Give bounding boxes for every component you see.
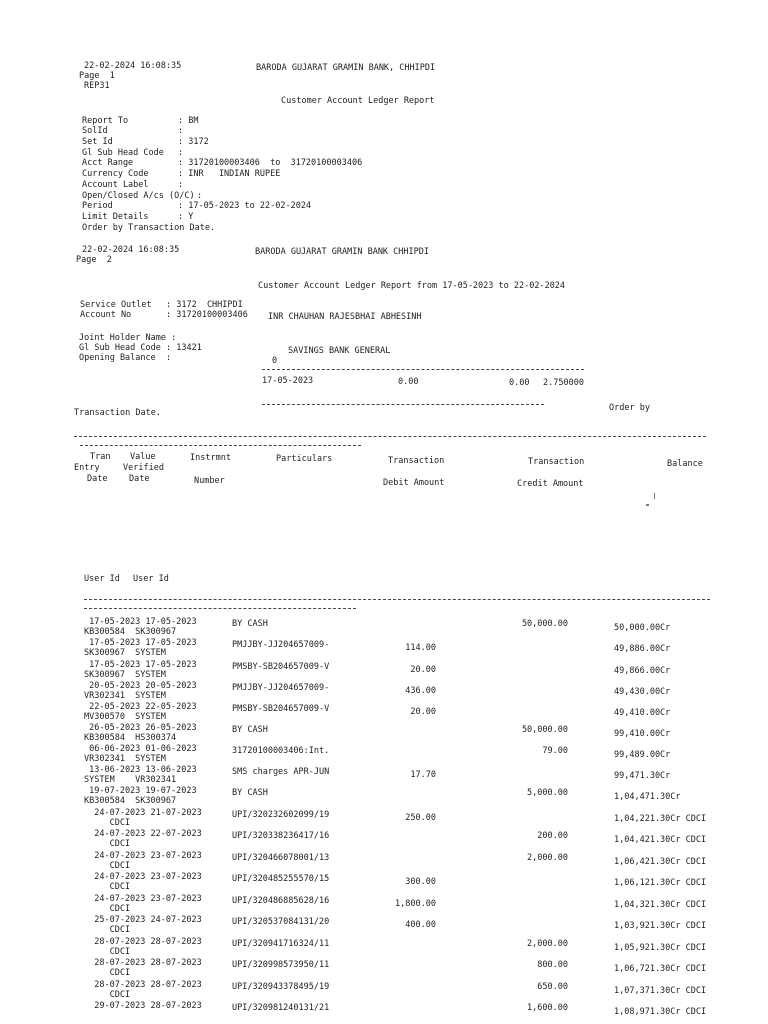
param-label: Limit Details (82, 212, 149, 222)
opening-balance-label: Opening Balance : (79, 353, 172, 363)
user-ids: CDCI (84, 882, 131, 892)
particulars: PMSBY-SB204657009-V (232, 704, 330, 714)
user-ids: CDCI (84, 947, 131, 957)
col-credit-1: Transaction (528, 457, 585, 467)
col-debit-1: Transaction (388, 456, 445, 466)
param-label: Acct Range (82, 158, 134, 168)
joint-holder-label: Joint Holder Name : (79, 333, 177, 343)
user-ids: SK300967 SYSTEM (84, 670, 166, 680)
opening-date: 17-05-2023 (262, 376, 314, 386)
entry-dates: 20-05-2023 20-05-2023 (84, 681, 197, 691)
balance: 99,471.30Cr (614, 771, 671, 781)
col-tran: Tran (90, 452, 111, 462)
col-verified: Verified (123, 463, 164, 473)
credit-amount: 200.00 (537, 831, 568, 841)
balance: 1,06,721.30Cr CDCI (614, 964, 707, 974)
particulars: BY CASH (232, 725, 268, 735)
param-label: Report To (82, 116, 129, 126)
divider (262, 404, 544, 405)
col-user-id: User Id (84, 574, 120, 584)
user-ids: SK300967 SYSTEM (84, 648, 166, 658)
entry-dates: 24-07-2023 21-07-2023 (84, 808, 202, 818)
report-datetime: 22-02-2024 16:08:35 (84, 61, 182, 71)
credit-amount: 800.00 (537, 960, 568, 970)
particulars: UPI/320981240131/21 (232, 1003, 330, 1013)
gl-sub-head-code: Gl Sub Head Code : 13421 (79, 343, 202, 353)
particulars: UPI/320941716324/11 (232, 939, 330, 949)
entry-dates: 24-07-2023 23-07-2023 (84, 872, 202, 882)
account-holder: INR CHAUHAN RAJESBHAI ABHESINH (268, 312, 422, 322)
entry-dates: 28-07-2023 28-07-2023 (84, 980, 202, 990)
entry-dates: 24-07-2023 22-07-2023 (84, 829, 202, 839)
user-ids: CDCI (84, 904, 131, 914)
particulars: 31720100003406:Int. (232, 746, 330, 756)
account-no-value: : 31720100003406 (166, 310, 248, 320)
col-instrument-number: Number (194, 476, 225, 486)
balance: 1,04,221.30Cr CDCI (614, 814, 707, 824)
param-value: : 31720100003406 to 31720100003406 (178, 158, 363, 168)
entry-dates: 17-05-2023 17-05-2023 (84, 617, 197, 627)
param-label: Currency Code (82, 169, 149, 179)
col-instrument: Instrmnt (190, 453, 231, 463)
balance: 1,05,921.30Cr CDCI (614, 943, 707, 953)
credit-amount: 5,000.00 (527, 788, 568, 798)
user-ids: VR302341 SYSTEM (84, 691, 166, 701)
user-ids: CDCI (84, 968, 131, 978)
debit-amount: 20.00 (410, 707, 436, 717)
param-value: : BM (178, 116, 199, 126)
scan-speck (654, 493, 655, 499)
balance: 49,866.00Cr (614, 666, 671, 676)
particulars: UPI/320232602099/19 (232, 810, 330, 820)
param-label: Account Label (82, 180, 149, 190)
param-value: : (197, 191, 203, 201)
opening-rate: 2.750000 (543, 378, 584, 388)
credit-amount: 1,600.00 (527, 1003, 568, 1013)
bank-name-page2: BARODA GUJARAT GRAMIN BANK CHHIPDI (255, 247, 429, 257)
credit-amount: 50,000.00 (521, 619, 568, 629)
page-number-page2: Page 2 (76, 255, 112, 265)
particulars: BY CASH (232, 788, 268, 798)
credit-amount: 2,000.00 (527, 853, 568, 863)
user-ids: KB300584 SK300967 (84, 627, 177, 637)
balance: 1,08,971.30Cr CDCI (614, 1007, 707, 1017)
col-credit-2: Credit Amount (517, 479, 584, 489)
particulars: UPI/320537084131/20 (232, 917, 330, 927)
user-ids: CDCI (84, 925, 131, 935)
param-value: : INR INDIAN RUPEE (178, 169, 281, 179)
balance: 49,430.00Cr (614, 687, 671, 697)
entry-dates: 28-07-2023 28-07-2023 (84, 937, 202, 947)
particulars: UPI/320998573950/11 (232, 960, 330, 970)
param-value: : Y (178, 212, 194, 222)
param-label: SolId (82, 126, 108, 136)
entry-dates: 06-06-2023 01-06-2023 (84, 744, 197, 754)
param-value: : (178, 126, 184, 136)
divider (74, 436, 706, 437)
particulars: UPI/320486885628/16 (232, 896, 330, 906)
entry-dates: 13-06-2023 13-06-2023 (84, 765, 197, 775)
param-label: Period (82, 201, 113, 211)
user-ids: CDCI (84, 990, 131, 1000)
divider (84, 599, 710, 600)
particulars: UPI/320466078001/13 (232, 853, 330, 863)
param-label: Order by Transaction Date. (82, 223, 216, 233)
user-ids: CDCI (84, 818, 131, 828)
param-label: Set Id (82, 137, 113, 147)
report-title-page2: Customer Account Ledger Report from 17-05-2023 to 22-02-2024 (258, 281, 566, 291)
balance: 99,410.00Cr (614, 729, 671, 739)
debit-amount: 1,800.00 (395, 899, 436, 909)
order-by: Order by (609, 403, 650, 413)
entry-dates: 19-07-2023 19-07-2023 (84, 786, 197, 796)
balance: 1,04,321.30Cr CDCI (614, 900, 707, 910)
entry-dates: 29-07-2023 28-07-2023 (84, 1001, 202, 1011)
report-title: Customer Account Ledger Report (281, 96, 435, 106)
balance: 1,04,471.30Cr (614, 792, 681, 802)
entry-dates: 17-05-2023 17-05-2023 (84, 638, 197, 648)
user-ids: MV300570 SYSTEM (84, 712, 166, 722)
balance: 50,000.00Cr (614, 623, 671, 633)
divider (80, 445, 361, 446)
user-ids: SYSTEM VR302341 (84, 775, 177, 785)
report-code: REP31 (84, 81, 110, 91)
balance: 1,04,421.30Cr CDCI (614, 835, 707, 845)
param-value: : 3172 (178, 137, 209, 147)
divider (262, 369, 584, 370)
col-entry: Entry (74, 463, 100, 473)
entry-dates: 25-07-2023 24-07-2023 (84, 915, 202, 925)
credit-amount: 2,000.00 (527, 939, 568, 949)
opening-debit: 0.00 (398, 377, 419, 387)
service-outlet-label: Service Outlet (80, 300, 152, 310)
param-value: : 17-05-2023 to 22-02-2024 (178, 201, 312, 211)
balance: 49,886.00Cr (614, 644, 671, 654)
particulars: UPI/320338236417/16 (232, 831, 330, 841)
bank-name: BARODA GUJARAT GRAMIN BANK, CHHIPDI (256, 63, 436, 73)
credit-amount: 650.00 (537, 982, 568, 992)
col-particulars: Particulars (276, 454, 333, 464)
scan-speck (646, 504, 649, 506)
debit-amount: 400.00 (405, 920, 436, 930)
user-ids: CDCI (84, 861, 131, 871)
entry-dates: 22-05-2023 22-05-2023 (84, 702, 197, 712)
account-no-label: Account No (80, 310, 132, 320)
opening-credit: 0.00 (509, 378, 530, 388)
entry-dates: 24-07-2023 23-07-2023 (84, 894, 202, 904)
debit-amount: 17.70 (410, 770, 436, 780)
debit-amount: 436.00 (405, 686, 436, 696)
param-value: : (178, 180, 184, 190)
divider (84, 608, 356, 609)
particulars: UPI/320943378495/19 (232, 982, 330, 992)
col-tran-date: Date (87, 474, 108, 484)
user-ids: KB300584 SK300967 (84, 796, 177, 806)
balance: 1,06,421.30Cr CDCI (614, 857, 707, 867)
particulars: SMS charges APR-JUN (232, 767, 330, 777)
transaction-date-label: Transaction Date. (74, 408, 161, 418)
user-ids: VR302341 SYSTEM (84, 754, 166, 764)
opening-balance-value: 0 (272, 356, 278, 366)
particulars: PMSBY-SB204657009-V (232, 662, 330, 672)
user-ids: KB300584 HS300374 (84, 733, 177, 743)
balance: 1,06,121.30Cr CDCI (614, 878, 707, 888)
balance: 1,03,921.30Cr CDCI (614, 921, 707, 931)
balance: 99,489.00Cr (614, 750, 671, 760)
col-value: Value (130, 452, 156, 462)
particulars: UPI/320485255570/15 (232, 874, 330, 884)
col-user-id-2: User Id (133, 574, 169, 584)
credit-amount: 50,000.00 (521, 725, 568, 735)
service-outlet-value: : 3172 CHHIPDI (166, 300, 243, 310)
entry-dates: 26-05-2023 26-05-2023 (84, 723, 197, 733)
col-value-date: Date (129, 474, 150, 484)
entry-dates: 24-07-2023 23-07-2023 (84, 851, 202, 861)
param-label: Open/Closed A/cs (O/C) (82, 191, 195, 201)
debit-amount: 114.00 (405, 643, 436, 653)
balance: 49,410.00Cr (614, 708, 671, 718)
gl-sub-head-desc: SAVINGS BANK GENERAL (288, 346, 391, 356)
debit-amount: 300.00 (405, 877, 436, 887)
param-label: Gl Sub Head Code (82, 148, 164, 158)
entry-dates: 28-07-2023 28-07-2023 (84, 958, 202, 968)
credit-amount: 79.00 (542, 746, 568, 756)
particulars: PMJJBY-JJ204657009- (232, 683, 330, 693)
particulars: PMJJBY-JJ204657009- (232, 640, 330, 650)
param-value: : (178, 148, 184, 158)
col-debit-2: Debit Amount (383, 478, 445, 488)
debit-amount: 250.00 (405, 813, 436, 823)
particulars: BY CASH (232, 619, 268, 629)
page-number: Page 1 (79, 71, 115, 81)
balance: 1,07,371.30Cr CDCI (614, 986, 707, 996)
debit-amount: 20.00 (410, 665, 436, 675)
report-datetime-page2: 22-02-2024 16:08:35 (82, 245, 180, 255)
entry-dates: 17-05-2023 17-05-2023 (84, 660, 197, 670)
col-balance: Balance (667, 459, 703, 469)
user-ids: CDCI (84, 839, 131, 849)
